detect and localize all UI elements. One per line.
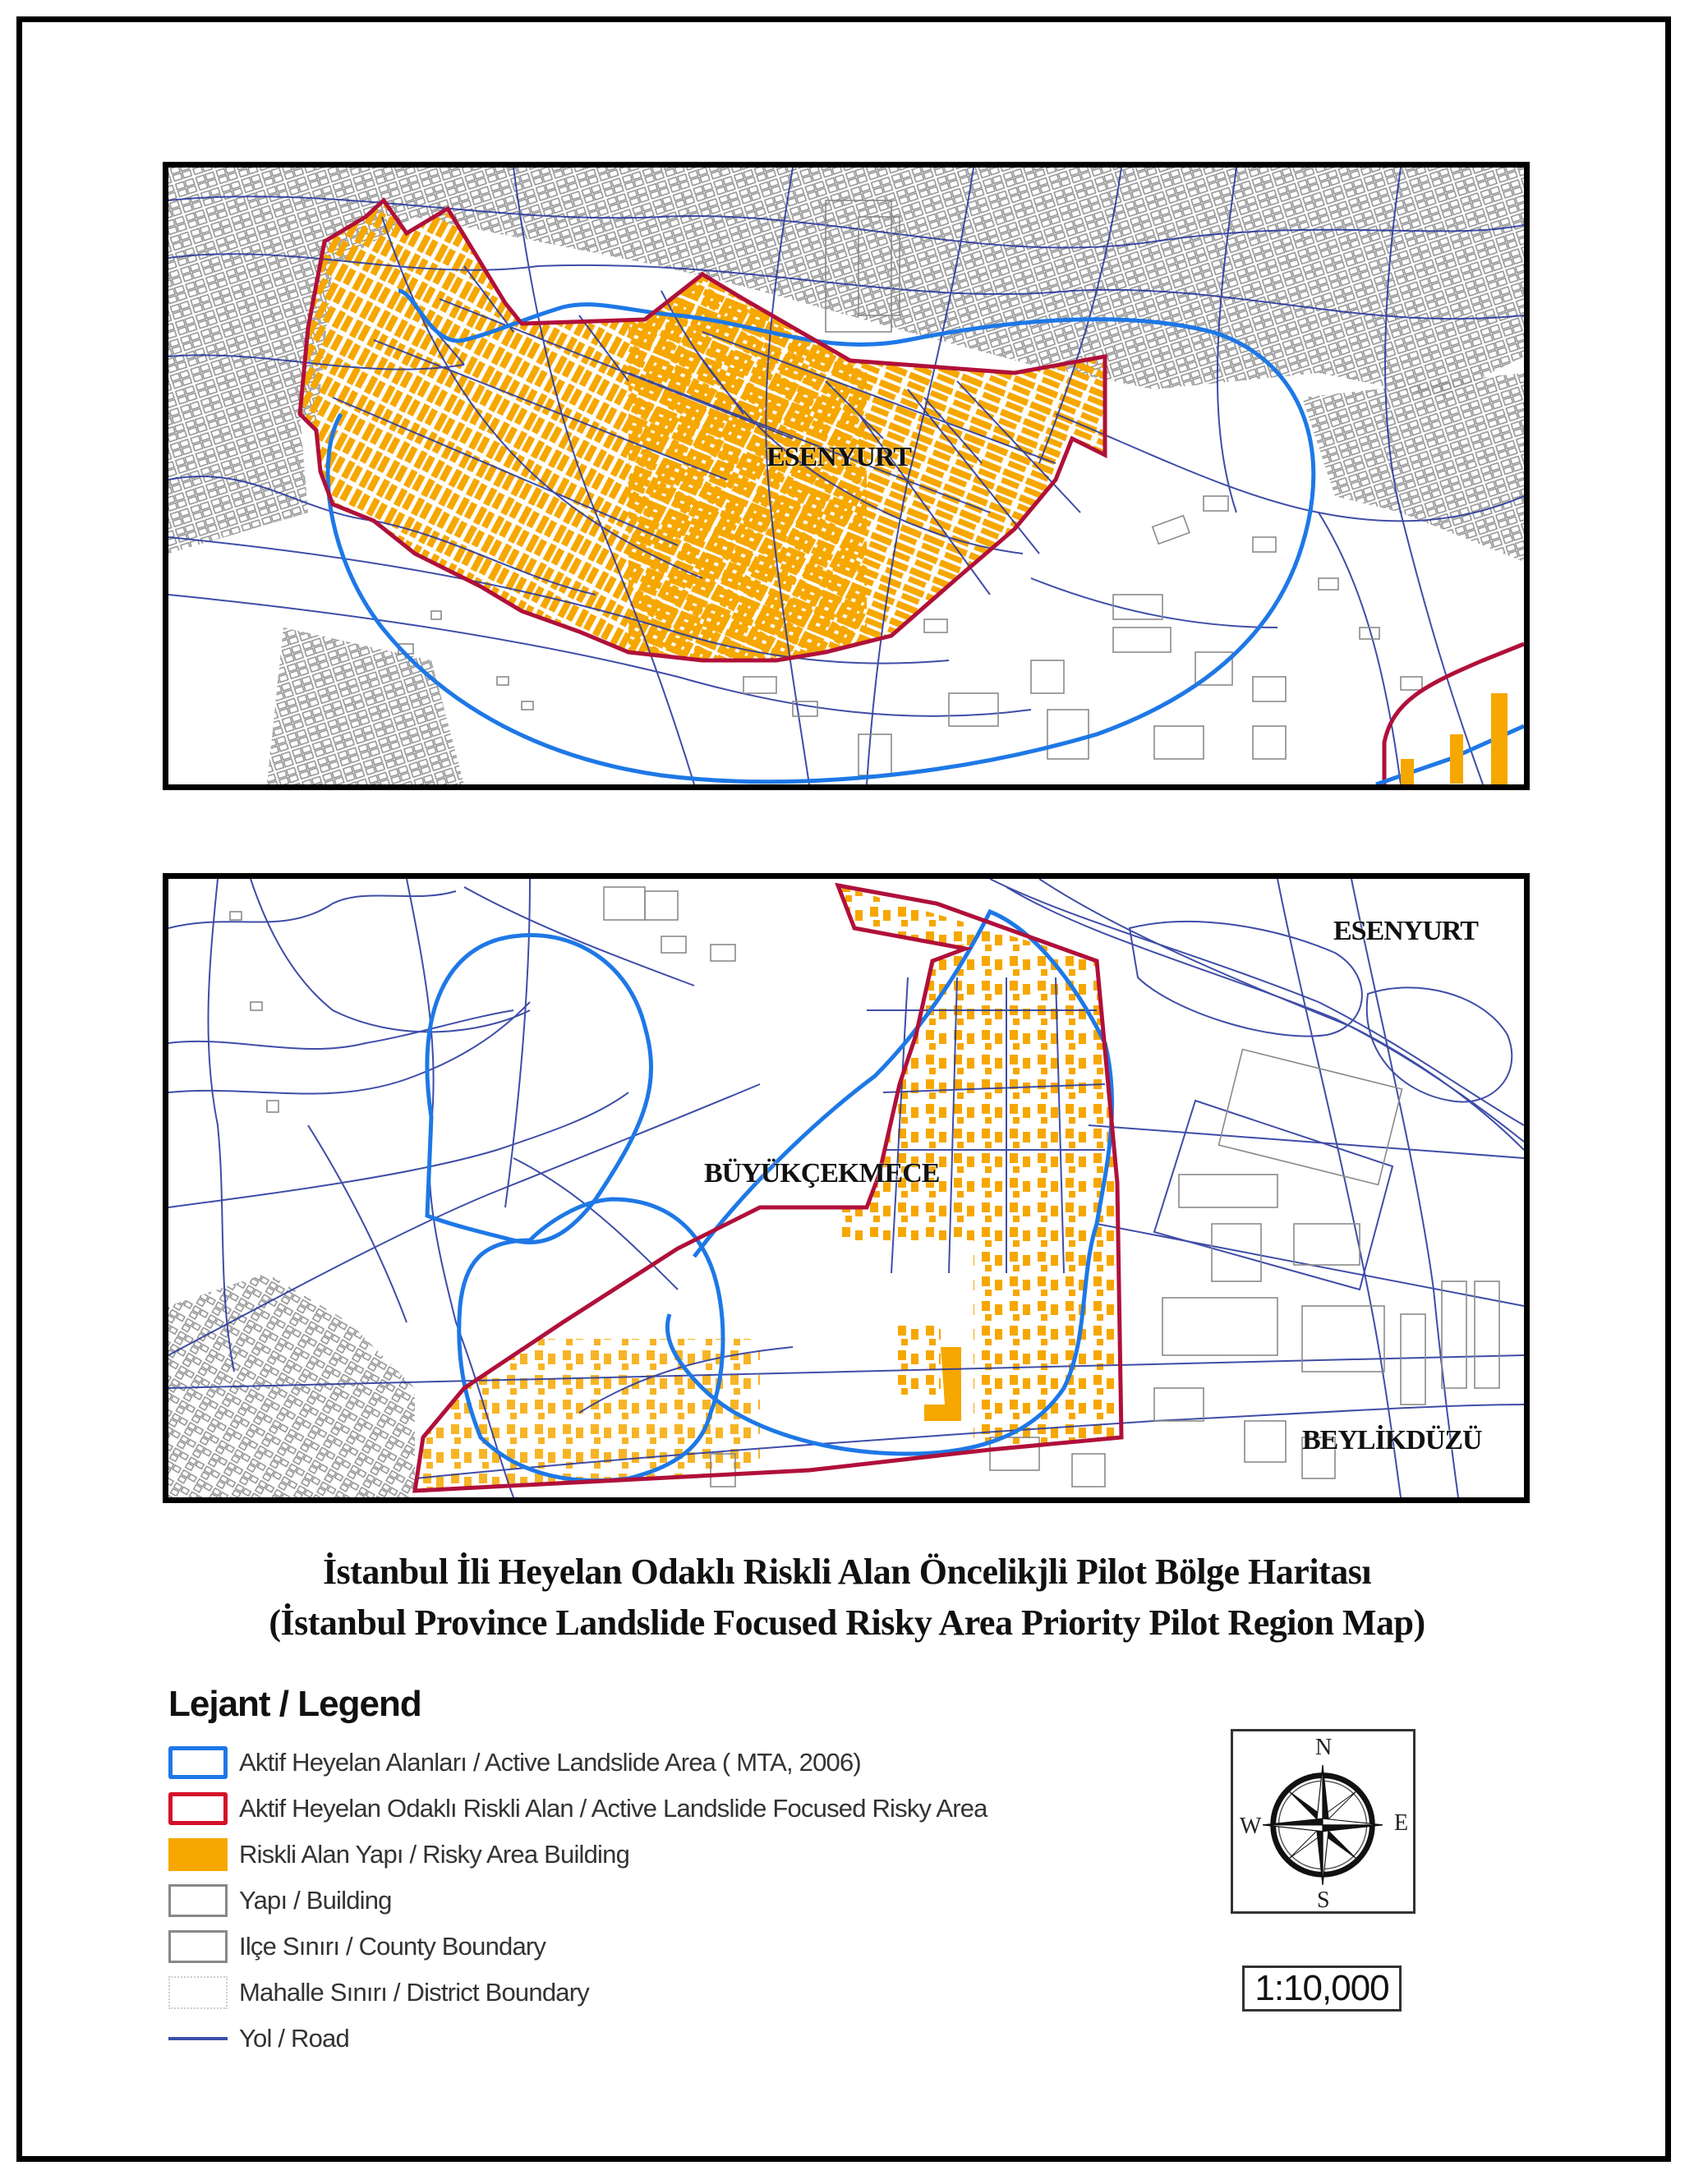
county-boundary-swatch-icon (168, 1930, 228, 1963)
compass-south-label: S (1317, 1887, 1330, 1913)
legend-label: Ilçe Sınırı / County Boundary (239, 1932, 546, 1961)
legend-item-building (168, 1878, 987, 1924)
legend-label: Yol / Road (239, 2024, 349, 2053)
map-panel-buyukcekmece[interactable] (163, 873, 1530, 1503)
legend-item-district-boundary (168, 1970, 987, 2016)
legend-label: Riskli Alan Yapı / Risky Area Building (239, 1840, 630, 1869)
north-arrow (1231, 1729, 1416, 1914)
map-label-beylikduzu: BEYLİKDÜZÜ (1302, 1425, 1482, 1455)
building-swatch-icon (168, 1884, 228, 1917)
compass-west-label: W (1240, 1814, 1262, 1839)
legend-label: Mahalle Sınırı / District Boundary (239, 1978, 589, 2007)
scale-label: 1:10,000 (1242, 1966, 1402, 2012)
legend-title: Lejant / Legend (168, 1684, 421, 1724)
legend-label: Aktif Heyelan Alanları / Active Landslide Area ( MTA, 2006) (239, 1748, 861, 1777)
map-canvas-top (168, 168, 1524, 784)
map-label-esenyurt: ESENYURT (766, 442, 911, 472)
map-panel-esenyurt[interactable] (163, 162, 1530, 790)
risky-building-swatch-icon (168, 1838, 228, 1871)
legend-item-county-boundary (168, 1924, 987, 1970)
landslide-swatch-icon (168, 1746, 228, 1779)
road-swatch-icon (168, 2037, 228, 2040)
map-title-turkish: İstanbul İli Heyelan Odaklı Riskli Alan Öncelikjli Pilot Bölge Haritası (322, 1552, 1372, 1592)
compass-north-label: N (1315, 1735, 1333, 1760)
map-label-esenyurt-2: ESENYURT (1333, 916, 1478, 946)
map-title-english: (İstanbul Province Landslide Focused Risky Area Priority Pilot Region Map) (269, 1602, 1425, 1643)
legend-label: Aktif Heyelan Odaklı Riskli Alan / Active Landslide Focused Risky Area (239, 1794, 987, 1823)
legend-label: Yapı / Building (239, 1886, 392, 1915)
district-boundary-swatch-icon (168, 1976, 228, 2009)
legend-item-risky-area (168, 1786, 987, 1832)
legend-item-landslide (168, 1740, 987, 1786)
compass-east-label: E (1394, 1810, 1409, 1836)
legend (168, 1684, 987, 2062)
legend-item-road (168, 2016, 987, 2062)
legend-item-risky-building (168, 1832, 987, 1878)
map-label-buyukcekmece: BÜYÜKÇEKMECE (704, 1158, 940, 1189)
risky-area-swatch-icon (168, 1792, 228, 1825)
